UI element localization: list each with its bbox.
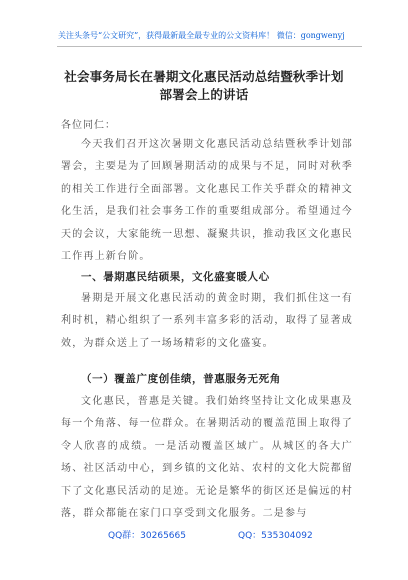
banner-divider (57, 46, 362, 47)
paragraph-subsection-1: 文化惠民，普惠是关键。我们始终坚持让文化成果惠及每一个角落、每一位群众。在暑期活动的覆盖范围上取得了令人欣喜的成绩。一是活动覆盖区域广。从城区的各大广场、社区活动中心，到乡镇的文化站、农村的文化大院都留下了文化惠民活动的足迹。无论是繁华的街区还是偏远的村落，群众都能在家门口享受到文化服务。二是参与 (61, 396, 353, 520)
paragraph-section-1: 暑期是开展文化惠民活动的黄金时期，我们抓住这一有利时机，精心组织了一系列丰富多彩的活动，取得了显著成效，为群众送上了一场场精彩的文化盛宴。 (61, 293, 353, 349)
footer-qq-group: QQ群：30265665 (108, 531, 186, 541)
top-banner-link[interactable]: 关注头条号“公文研究”，获得最新最全最专业的公文资料库！ 微信：gongwenyj (58, 31, 345, 40)
paragraph-intro: 今天我们召开这次暑期文化惠民活动总结暨秋季计划部署会，主要是为了回顾暑期活动的成果与不足，同时对秋季的相关工作进行全面部署。文化惠民工作关乎群众的精神文化生活，是我们社会事务工作的重要组成部分。希望通过今天的会议，大家能统一思想、凝聚共识，推动我区文化惠民工作再上新台阶。 (61, 139, 353, 263)
salutation: 各位同仁： (61, 120, 116, 131)
footer-qq-number: QQ：535304092 (238, 531, 313, 541)
footer-contact (0, 530, 408, 544)
section-heading-1: 一、暑期惠民结硕果，文化盛宴暖人心 (81, 271, 270, 283)
subsection-heading-1: （一）覆盖广度创佳绩，普惠服务无死角 (81, 373, 281, 385)
document-title: 社会事务局长在暑期文化惠民活动总结暨秋季计划部署会上的讲话 (64, 69, 344, 102)
